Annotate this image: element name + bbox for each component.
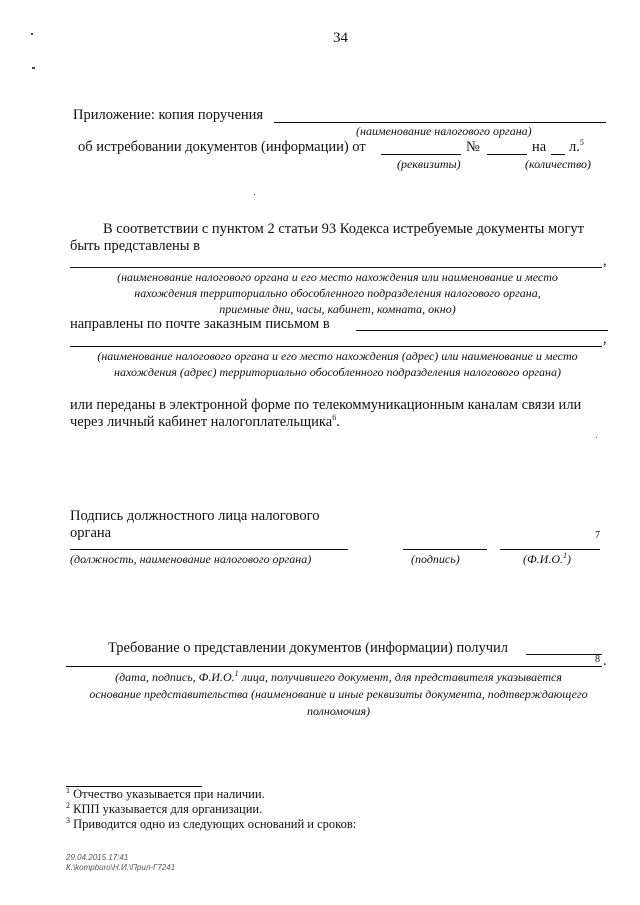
caption-position: (должность, наименование налогового органа) — [70, 552, 312, 566]
received-blank-1[interactable] — [526, 654, 602, 655]
mail-comma: , — [603, 331, 607, 347]
received-period: . — [603, 653, 607, 669]
footnote-2-num: 2 — [66, 800, 70, 810]
caption-received-1 — [66, 670, 611, 685]
caption-tax-authority: (наименование налогового органа) — [356, 124, 532, 138]
caption-name — [523, 552, 571, 567]
footnote-1-text: Отчество указывается при наличии. — [73, 787, 265, 801]
caption-received-3: полномочия) — [306, 704, 371, 718]
caption-location-3: приемные дни, часы, кабинет, комната, окно) — [219, 302, 456, 316]
caption-mail-1: (наименование налогового органа и его место нахождения (адрес) или наименование и место — [97, 349, 578, 363]
signature-label-line1: Подпись должностного лица налогового — [70, 508, 320, 524]
sheets-label — [569, 139, 584, 156]
footnote-ref-1b: 1 — [234, 669, 239, 678]
attachment-label: Приложение: копия поручения — [73, 107, 264, 123]
sheets-text: л. — [569, 139, 580, 155]
paragraph1-line2: быть представлены в — [70, 238, 201, 254]
electronic-line2-text: через личный кабинет налогоплательщика — [70, 414, 333, 430]
footnote-2-text: КПП указывается для организации. — [73, 802, 263, 816]
position-blank[interactable] — [70, 549, 348, 550]
electronic-line2 — [70, 414, 340, 431]
attachment-line2-text: об истребовании документов (информации) от — [78, 139, 366, 155]
scan-stamp-date: 29.04.2015 17:41 — [66, 853, 129, 862]
electronic-period: . — [336, 414, 340, 430]
caption-signature: (подпись) — [411, 552, 460, 566]
name-blank[interactable] — [500, 549, 600, 550]
footnote-ref-5: 5 — [579, 138, 584, 148]
number-sign: № — [466, 139, 480, 155]
caption-name-end: ) — [566, 552, 571, 566]
footnote-2 — [66, 802, 262, 817]
caption-details: (реквизиты) — [397, 157, 461, 171]
footnote-3-num: 3 — [66, 815, 70, 825]
paragraph1-line1: В соответствии с пунктом 2 статьи 93 Кодекса истребуемые документы могут — [103, 221, 585, 237]
number-blank[interactable] — [487, 154, 527, 155]
mail-label: направлены по почте заказным письмом в — [70, 316, 330, 332]
footnote-ref-8: 8 — [595, 654, 600, 665]
date-blank[interactable] — [381, 154, 461, 155]
scan-stamp-path: К:\kompburo\Н.И.\Прил-Г7241 — [66, 863, 176, 872]
caption-quantity: (количество) — [525, 157, 592, 171]
quantity-blank[interactable] — [551, 154, 565, 155]
footnote-3-text: Приводится одно из следующих оснований и сроков: — [73, 817, 357, 831]
scan-speck — [32, 67, 35, 69]
caption-mail-2: нахождения (адрес) территориально обособленного подразделения налогового органа) — [114, 365, 561, 379]
footnote-ref-6: 6 — [332, 413, 337, 423]
received-label: Требование о представлении документов (информации) получил — [108, 640, 509, 656]
received-blank-2[interactable] — [66, 666, 602, 667]
caption-location-1: (наименование налогового органа и его место нахождения или наименование и место — [117, 270, 558, 284]
signature-label-line2: органа — [70, 525, 112, 541]
mail-blank-1[interactable] — [356, 330, 608, 331]
caption-received-2: основание представительства (наименование и иные реквизиты документа, подтверждающего — [89, 687, 588, 701]
scan-speck — [596, 437, 597, 438]
electronic-line1: или переданы в электронной форме по телекоммуникационным каналам связи или — [70, 397, 582, 413]
tax-authority-blank[interactable] — [274, 122, 606, 123]
page-number: 34 — [333, 30, 348, 46]
on-label: на — [532, 139, 547, 155]
footnote-1 — [66, 787, 265, 802]
caption-received-1b: лица, получившего документ, для представителя указывается — [241, 670, 562, 684]
footnote-ref-1: 1 — [562, 551, 567, 560]
footnote-ref-7: 7 — [595, 530, 600, 541]
scan-speck — [31, 33, 33, 35]
mail-blank-2[interactable] — [70, 346, 602, 347]
footnote-3 — [66, 817, 356, 832]
caption-location-2: нахождения территориально обособленного подразделения налогового органа, — [134, 286, 541, 300]
location-blank[interactable] — [70, 267, 602, 268]
caption-name-text: (Ф.И.О. — [523, 552, 563, 566]
scan-speck — [254, 194, 255, 195]
footnote-1-num: 1 — [66, 785, 70, 795]
location-comma: , — [603, 253, 607, 269]
caption-received-1a: (дата, подпись, Ф.И.О. — [115, 670, 235, 684]
signature-blank[interactable] — [403, 549, 487, 550]
